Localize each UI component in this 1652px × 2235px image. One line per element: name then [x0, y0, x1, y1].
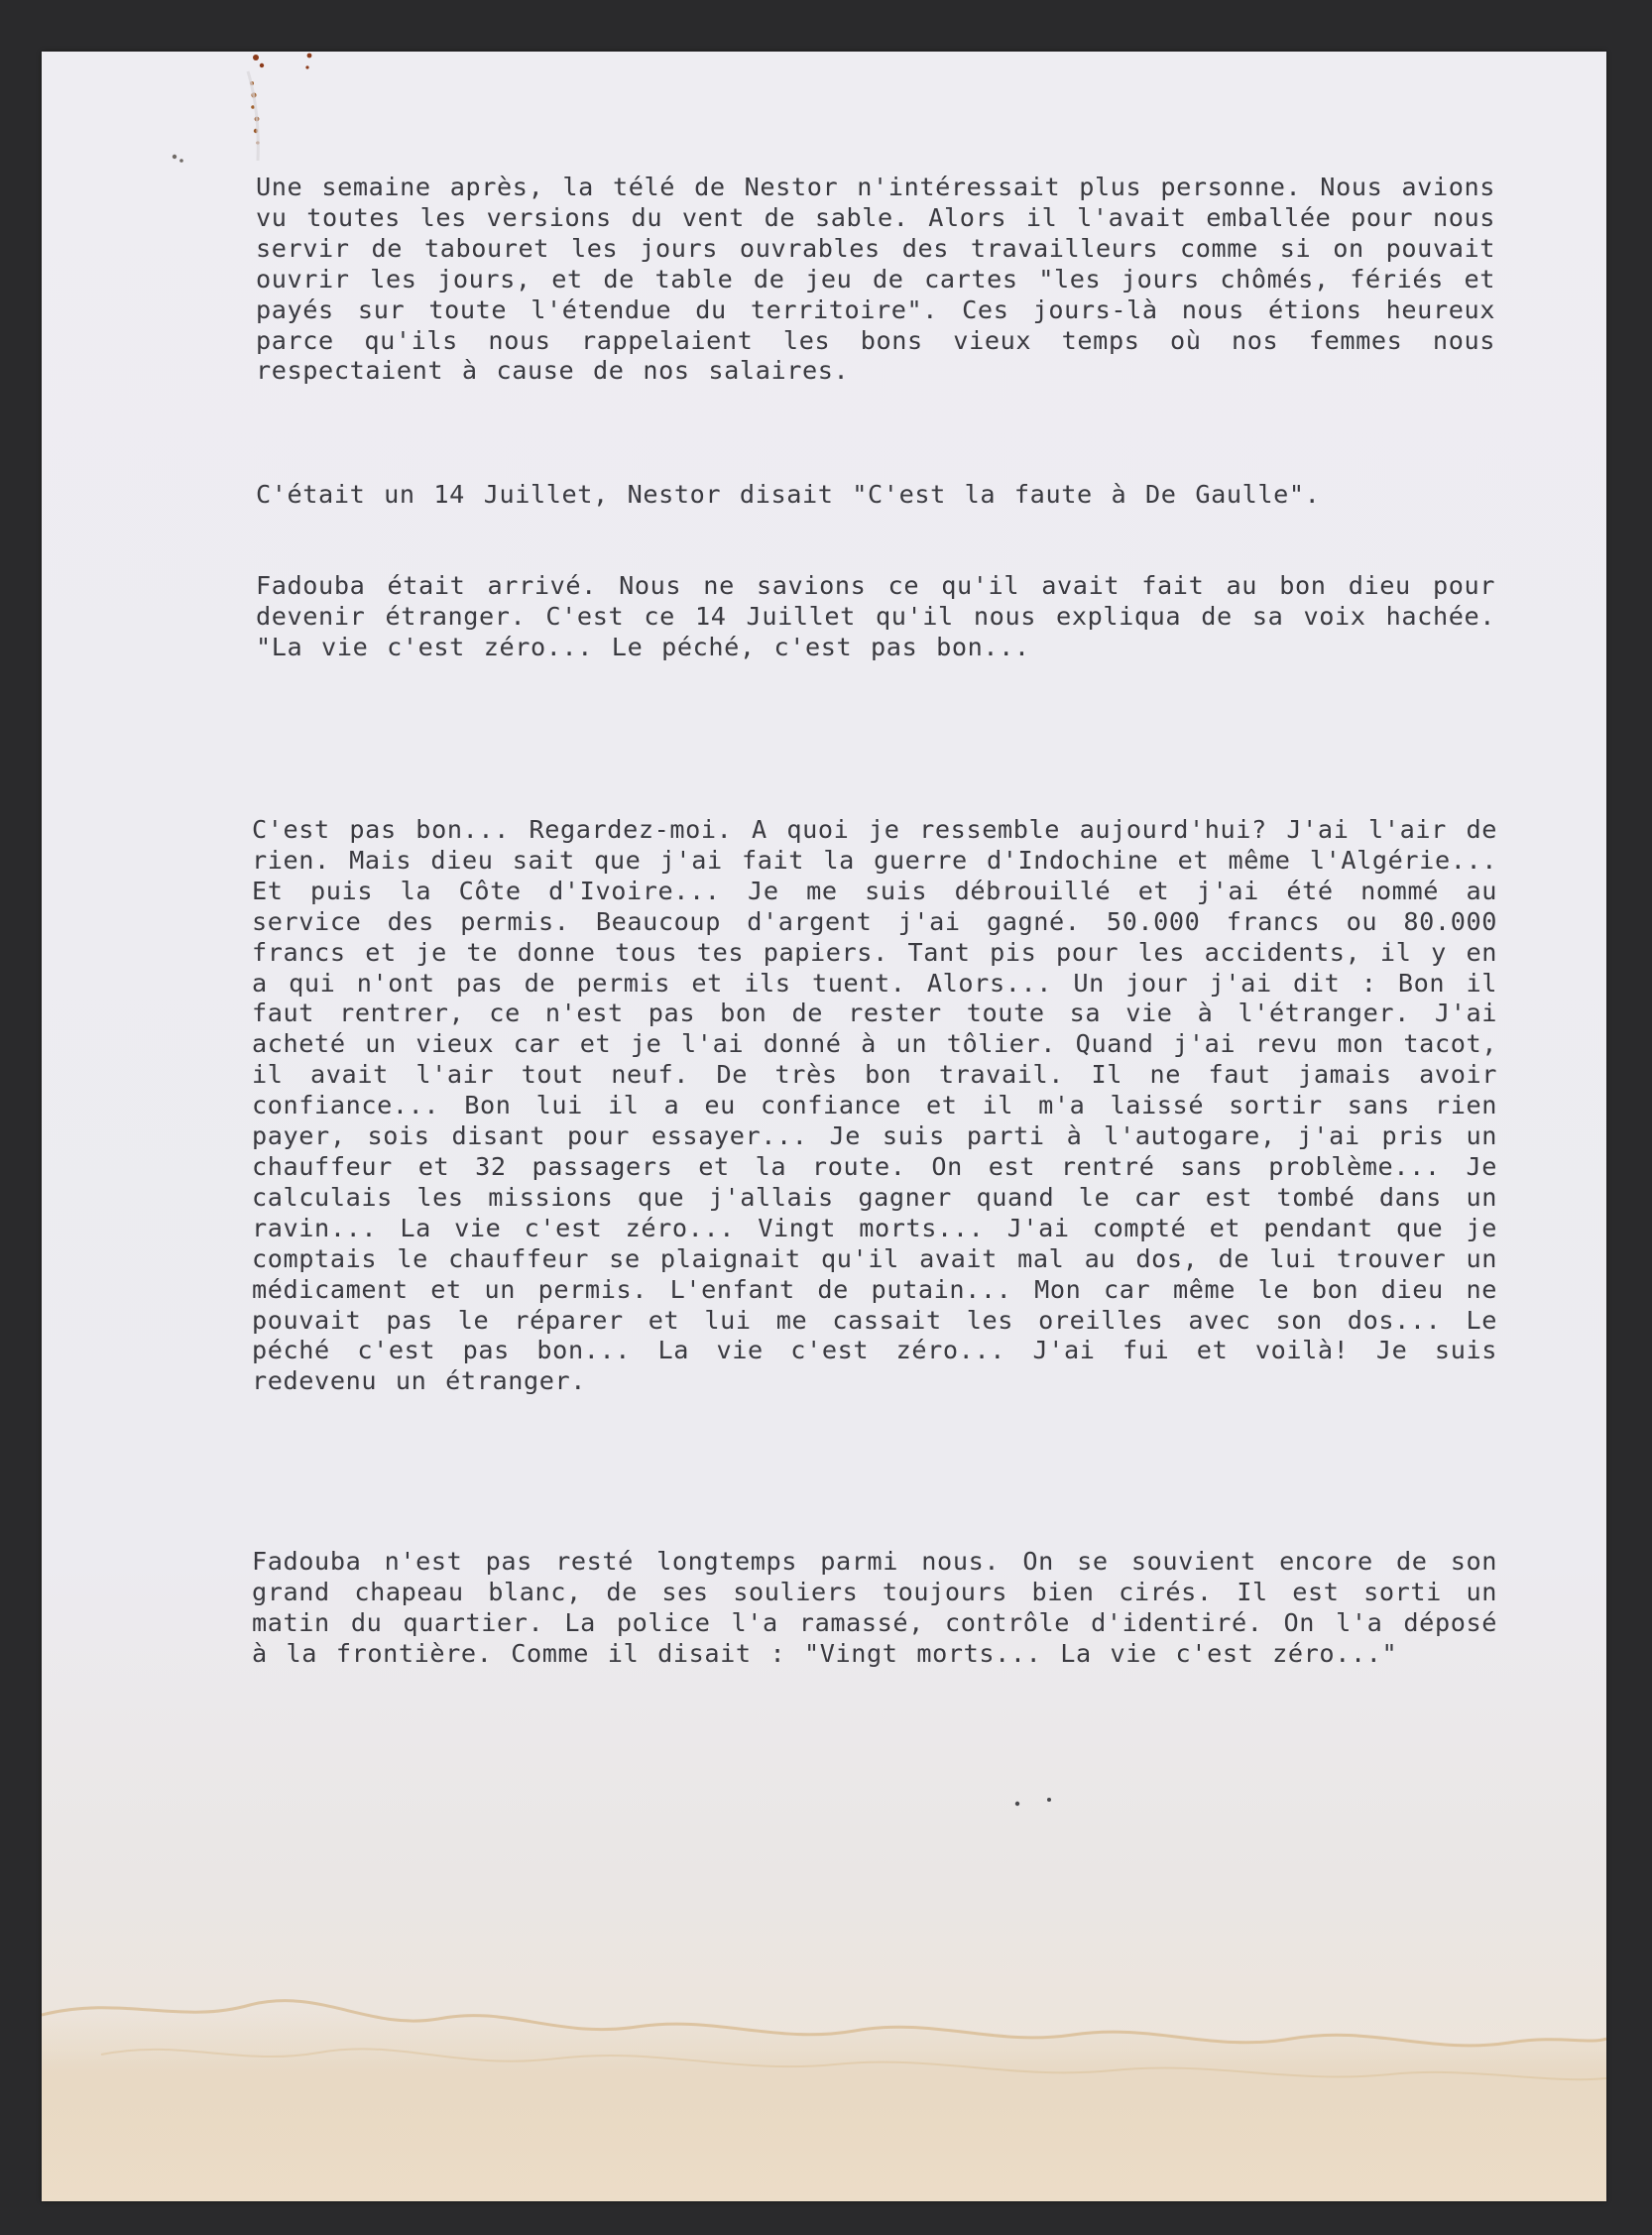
paragraph-5: Fadouba n'est pas resté longtemps parmi nous. On se souvient encore de son grand chapeau blanc, de ses souliers toujours bien cirés. Il est sorti un matin du quartier. La police l'a ramassé, contrôle d'identiré. On l'a déposé à la frontière. Comme il disait : "Vingt morts... La vie c'est zéro..." — [252, 1547, 1497, 1668]
ink-specks — [974, 1792, 1093, 1812]
paper-sheet — [42, 52, 1606, 2201]
paragraph-2: C'était un 14 Juillet, Nestor disait "C'est la faute à De Gaulle". — [256, 480, 1321, 509]
paragraph-1: Une semaine après, la télé de Nestor n'intéressait plus personne. Nous avions vu toutes les versions du vent de sable. Alors il l'avait emballée pour nous servir de tabouret les jours ouvrables des travailleurs comme si on pouvait ouvrir les jours, et de table de jeu de cartes "les jours chômés, fériés et payés sur toute l'étendue du territoire". Ces jours-là nous étions heureux parce qu'ils nous rappelaient les bons vieux temps où nos femmes nous respectaient à cause de nos salaires. — [256, 173, 1495, 386]
paragraph-4: C'est pas bon... Regardez-moi. A quoi je ressemble aujourd'hui? J'ai l'air de rien. Mais dieu sait que j'ai fait la guerre d'Indochine et même l'Algérie... Et puis la Côte d'Ivoire... Je me suis débrouillé et j'ai été nommé au service des permis. Beaucoup d'argent j'ai gagné. 50.000 francs ou 80.000 francs et je te donne tous tes papiers. Tant pis pour les accidents, il y en a qui n'ont pas de permis et ils tuent. Alors... Un jour j'ai dit : Bon il faut rentrer, ce n'est pas bon de rester toute sa vie à l'étranger. J'ai acheté un vieux car et je l'ai donné à un tôlier. Quand j'ai revu mon tacot, il avait l'air tout neuf. De très bon travail. Il ne faut jamais avoir confiance... Bon lui il a eu confiance et il m'a laissé sortir sans rien payer, sois disant pour essayer... Je suis parti à l'autogare, j'ai pris un chauffeur et 32 passagers et la route. On est rentré sans problème... Je calculais les missions que j'allais gagner quand le car est tombé dans un ravin... La vie c'est zéro... Vingt morts... J'ai compté et pendant que je comptais le chauffeur se plaignait qu'il avait mal au dos, de lui trouver un médicament et un permis. L'enfant de putain... Mon car même le bon dieu ne pouvait pas le réparer et lui me cassait les oreilles avec son dos... Le péché c'est pas bon... La vie c'est zéro... J'ai fui et voilà! Je suis redevenu un étranger. — [252, 815, 1497, 1396]
paragraph-3: Fadouba était arrivé. Nous ne savions ce qu'il avait fait au bon dieu pour devenir étranger. C'est ce 14 Juillet qu'il nous expliqua de sa voix hachée. "La vie c'est zéro... Le péché, c'est pas bon... — [256, 571, 1495, 661]
water-stain — [42, 1936, 1606, 2201]
rust-marks — [141, 52, 319, 180]
